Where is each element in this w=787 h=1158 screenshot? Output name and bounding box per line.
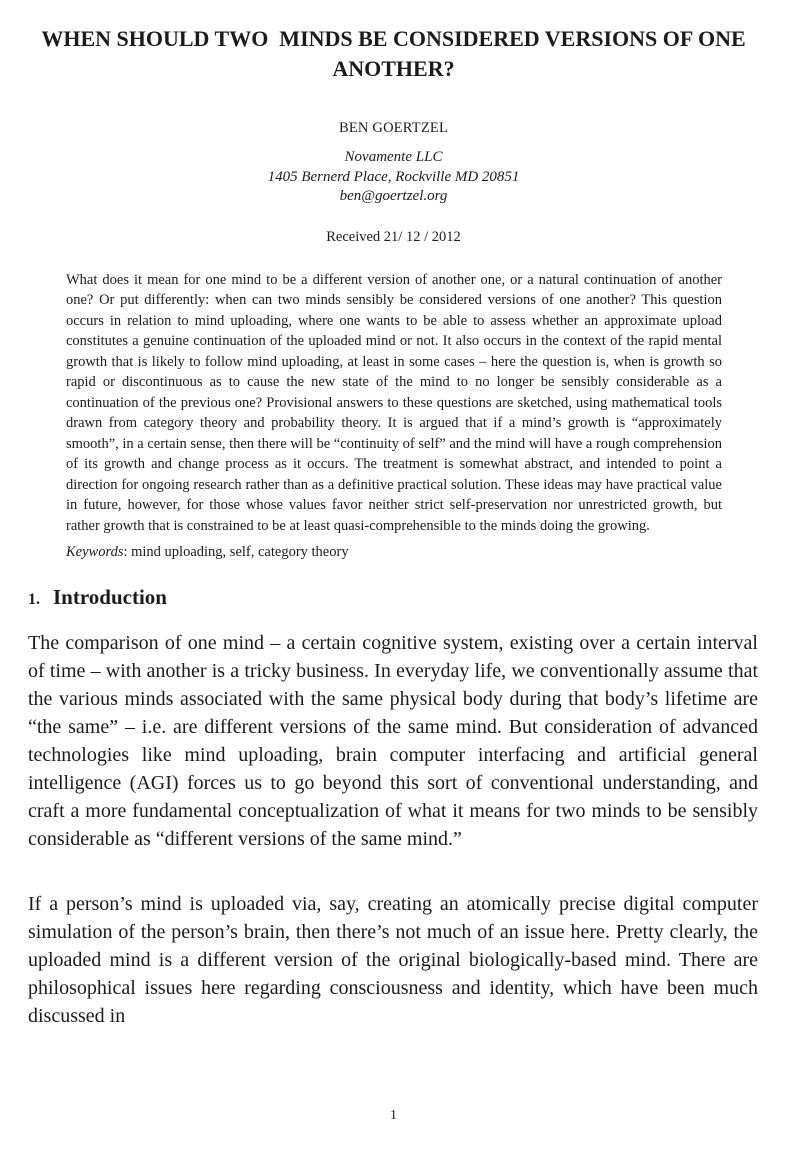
intro-paragraph-2: If a person’s mind is uploaded via, say, creating an atomically precise digital computer simulation of the person’s brain, then there’s not much of an issue here. Pretty clearly, the uploaded mind is a different version of the original biologically-based mind. There are philosophical issues here regarding consciousness and identity, which have been much discussed in <box>28 893 758 1027</box>
keywords-label: Keywords <box>66 544 124 560</box>
affiliation-organization: Novamente LLC <box>344 149 443 165</box>
abstract-paragraph: What does it mean for one mind to be a different version of another one, or a natural continuation of another one? Or put differently: when can two minds sensibly be considered versions of one another? This question occurs in relation to mind uploading, where one wants to be able to assess whether an approximate upload constitutes a genuine continuation of the uploaded mind or not. It also occurs in the context of the rapid mental growth that is likely to follow mind uploading, at least in some cases – here the question is, when is growth so rapid or discontinuous as to cause the new state of the mind to no longer be sensibly considerable as a continuation of the previous one? Provisional answers to these questions are sketched, using mathematical tools drawn from category theory and probability theory. It is argued that if a mind’s growth is “approximately smooth”, in a certain sense, then there will be “continuity of self” and the mind will have a rough comprehension of its growth and change process as it occurs. The treatment is somewhat abstract, and intended to point a direction for ongoing research rather than as a definitive practical solution. These ideas may have practical value in future, however, for those whose values favor neither strict self-preservation nor unrestricted growth, but rather growth that is constrained to be at least quasi-comprehensible to the minds doing the growing. <box>66 271 722 534</box>
affiliation-email: ben@goertzel.org <box>339 188 448 204</box>
keywords-text: : mind uploading, self, category theory <box>123 544 349 560</box>
received-date: Received 21/ 12 / 2012 <box>326 228 461 245</box>
intro-paragraph-1: The comparison of one mind – a certain cognitive system, existing over a certain interval of time – with another is a tricky business. In everyday life, we conventionally assume that the various minds associated with the same physical body during that body’s lifetime are “the same” – i.e. are different versions of the same mind. But consideration of advanced technologies like mind uploading, brain computer interfacing and artificial general intelligence (AGI) forces us to go beyond this sort of conventional understanding, and craft a more fundamental conceptualization of what it means for two minds to be sensibly considerable as “different versions of the same mind.” <box>28 632 758 850</box>
section-title: Introduction <box>53 585 167 609</box>
page-number: 1 <box>390 1108 397 1123</box>
section-heading <box>28 585 759 612</box>
section-number: 1. <box>28 591 40 608</box>
affiliation-block <box>0 148 787 207</box>
author-name: BEN GOERTZEL <box>338 120 449 136</box>
affiliation-address: 1405 Bernerd Place, Rockville MD 20851 <box>267 168 520 185</box>
keywords-line <box>66 544 721 561</box>
paper-title: WHEN SHOULD TWO MINDS BE CONSIDERED VERSIONS OF ONE ANOTHER? <box>41 26 750 81</box>
